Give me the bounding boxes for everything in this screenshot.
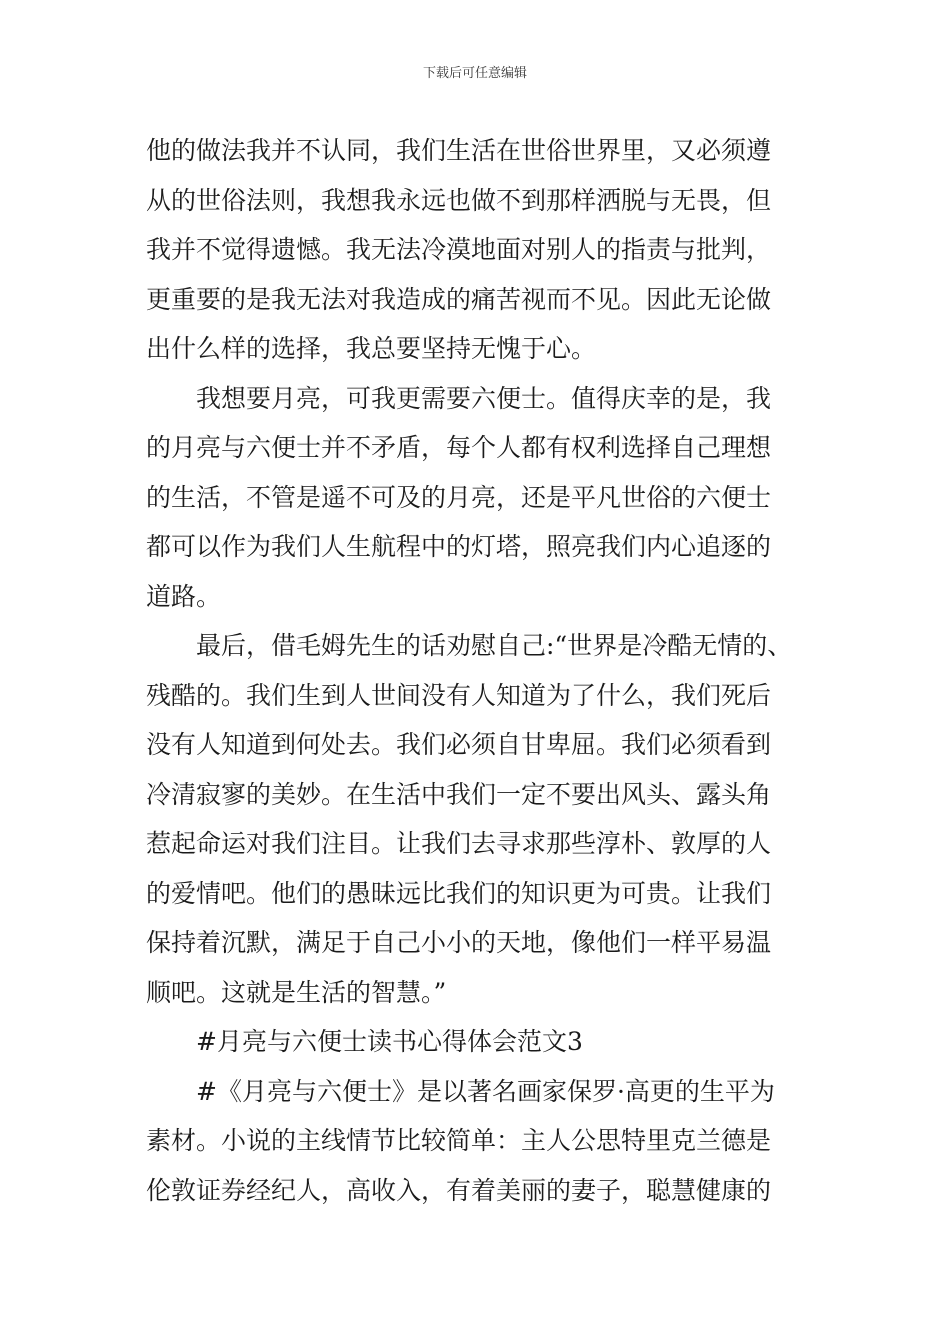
- text-line: 出什么样的选择，我总要坚持无愧于心。: [146, 334, 597, 363]
- document-body: [146, 126, 810, 1215]
- text-line: 残酷的。我们生到人世间没有人知道为了什么，我们死后: [146, 680, 772, 710]
- text-line: 惹起命运对我们注目。让我们去寻求那些淳朴、敦厚的人: [146, 829, 772, 858]
- text-line: 的月亮与六便士并不矛盾，每个人都有权利选择自己理想: [146, 433, 772, 462]
- text-line: 道路。: [146, 581, 222, 611]
- text-line: 都可以作为我们人生航程中的灯塔，照亮我们内心追逐的: [146, 532, 772, 561]
- text-line: 伦敦证券经纪人，高收入，有着美丽的妻子，聪慧健康的: [146, 1175, 772, 1205]
- text-line: 顺吧。这就是生活的智慧。”: [146, 977, 447, 1007]
- text-line: 我想要月亮，可我更需要六便士。值得庆幸的是，我: [196, 383, 772, 413]
- page-header: 下载后可任意编辑: [422, 66, 527, 81]
- text-line: 最后，借毛姆先生的话劝慰自己:“世界是冷酷无情的、: [196, 631, 793, 660]
- text-line: 从的世俗法则，我想我永远也做不到那样洒脱与无畏，但: [146, 185, 772, 215]
- text-line: 的爱情吧。他们的愚昧远比我们的知识更为可贵。让我们: [146, 878, 772, 908]
- text-line: 我并不觉得遗憾。我无法冷漠地面对别人的指责与批判，: [146, 235, 772, 264]
- text-line: 素材。小说的主线情节比较简单：主人公思特里克兰德是: [146, 1126, 772, 1155]
- text-line: 冷清寂寥的美妙。在生活中我们一定不要出风头、露头角: [146, 779, 772, 809]
- text-line: 的生活，不管是遥不可及的月亮，还是平凡世俗的六便士: [146, 482, 772, 512]
- text-line: 他的做法我并不认同，我们生活在世俗世界里，又必须遵: [146, 136, 772, 165]
- text-line: 更重要的是我无法对我造成的痛苦视而不见。因此无论做: [146, 284, 772, 314]
- text-line: 没有人知道到何处去。我们必须自甘卑屈。我们必须看到: [146, 730, 772, 759]
- text-line: #《月亮与六便士》是以著名画家保罗·高更的生平为: [196, 1076, 775, 1106]
- section-heading: #月亮与六便士读书心得体会范文3: [196, 1027, 583, 1056]
- text-line: 保持着沉默，满足于自己小小的天地，像他们一样平易温: [146, 928, 772, 957]
